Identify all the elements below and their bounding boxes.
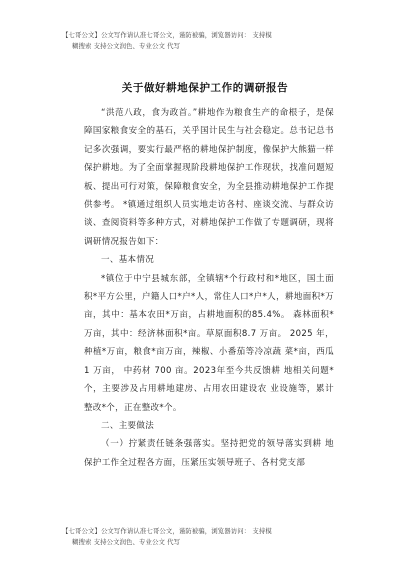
page-header bbox=[62, 30, 382, 52]
document-body bbox=[84, 104, 334, 472]
footer-line-2: 糊搜索 支持公文润色、专业公文 代写 bbox=[72, 538, 181, 546]
header-line-1: 【七哥公文】公文写作请认准七哥公文，谨防被骗，浏览器访问： 支持模 bbox=[62, 31, 272, 39]
basic-info-paragraph: *镇位于中宁县城东部，全镇辖*个行政村和*地区，国土面积*平方公里，户籍人口*户*人，常住人口*户*人，耕地面积*万亩，其中：基本农田*万亩，占耕地面积的85.4%。 森林面积*万亩，其中：经济林面积*亩。草原面积8.7 万亩。 2025 年，种植*万亩，粮食*亩万亩，辣椒、小番茄等冷凉蔬 菜*亩，西瓜 1 万亩， 中药材 700 亩。2023年至今共反馈耕 地相关问题*个，主要涉及占用耕地建房、占用农田建设农 业设施等，累计整改*个，正在整改*个。 bbox=[84, 273, 334, 413]
page-footer bbox=[62, 526, 382, 548]
document-title: 关于做好耕地保护工作的调研报告 bbox=[121, 82, 289, 94]
section-heading-basic: 一、基本情况 bbox=[101, 255, 155, 266]
practice-paragraph: （一）拧紧责任链条强落实。坚持把党的领导落实到耕 地保护工作全过程各方面，压紧压实领导班子、各村党支部 bbox=[84, 439, 334, 468]
footer-line-1: 【七哥公文】公文写作请认准七哥公文，谨防被骗，浏览器访问： 支持模 bbox=[62, 527, 272, 535]
header-line-2: 糊搜索 支持公文润色、专业公文 代写 bbox=[72, 42, 181, 50]
section-heading-practices: 二、主要做法 bbox=[101, 420, 155, 431]
intro-paragraph: “洪范八政，食为政首。”耕地作为粮食生产的命根子，是保障国家粮食安全的基石，关乎国计民生与社会稳定。总书记总书记多次强调，要实行最严格的耕地保护制度，像保护大熊猫一样保护耕地。为了全面掌握现阶段耕地保护工作现状，找准问题短板、提出可行对策，保障粮食安全，为全县推动耕地保护工作提供参考。 *镇通过组织人员实地走访各村、座谈交流、与群众访谈、查阅资料等多种方式，对耕地保护工作做了专题调研，现将调研情况报告如下： bbox=[84, 108, 334, 247]
